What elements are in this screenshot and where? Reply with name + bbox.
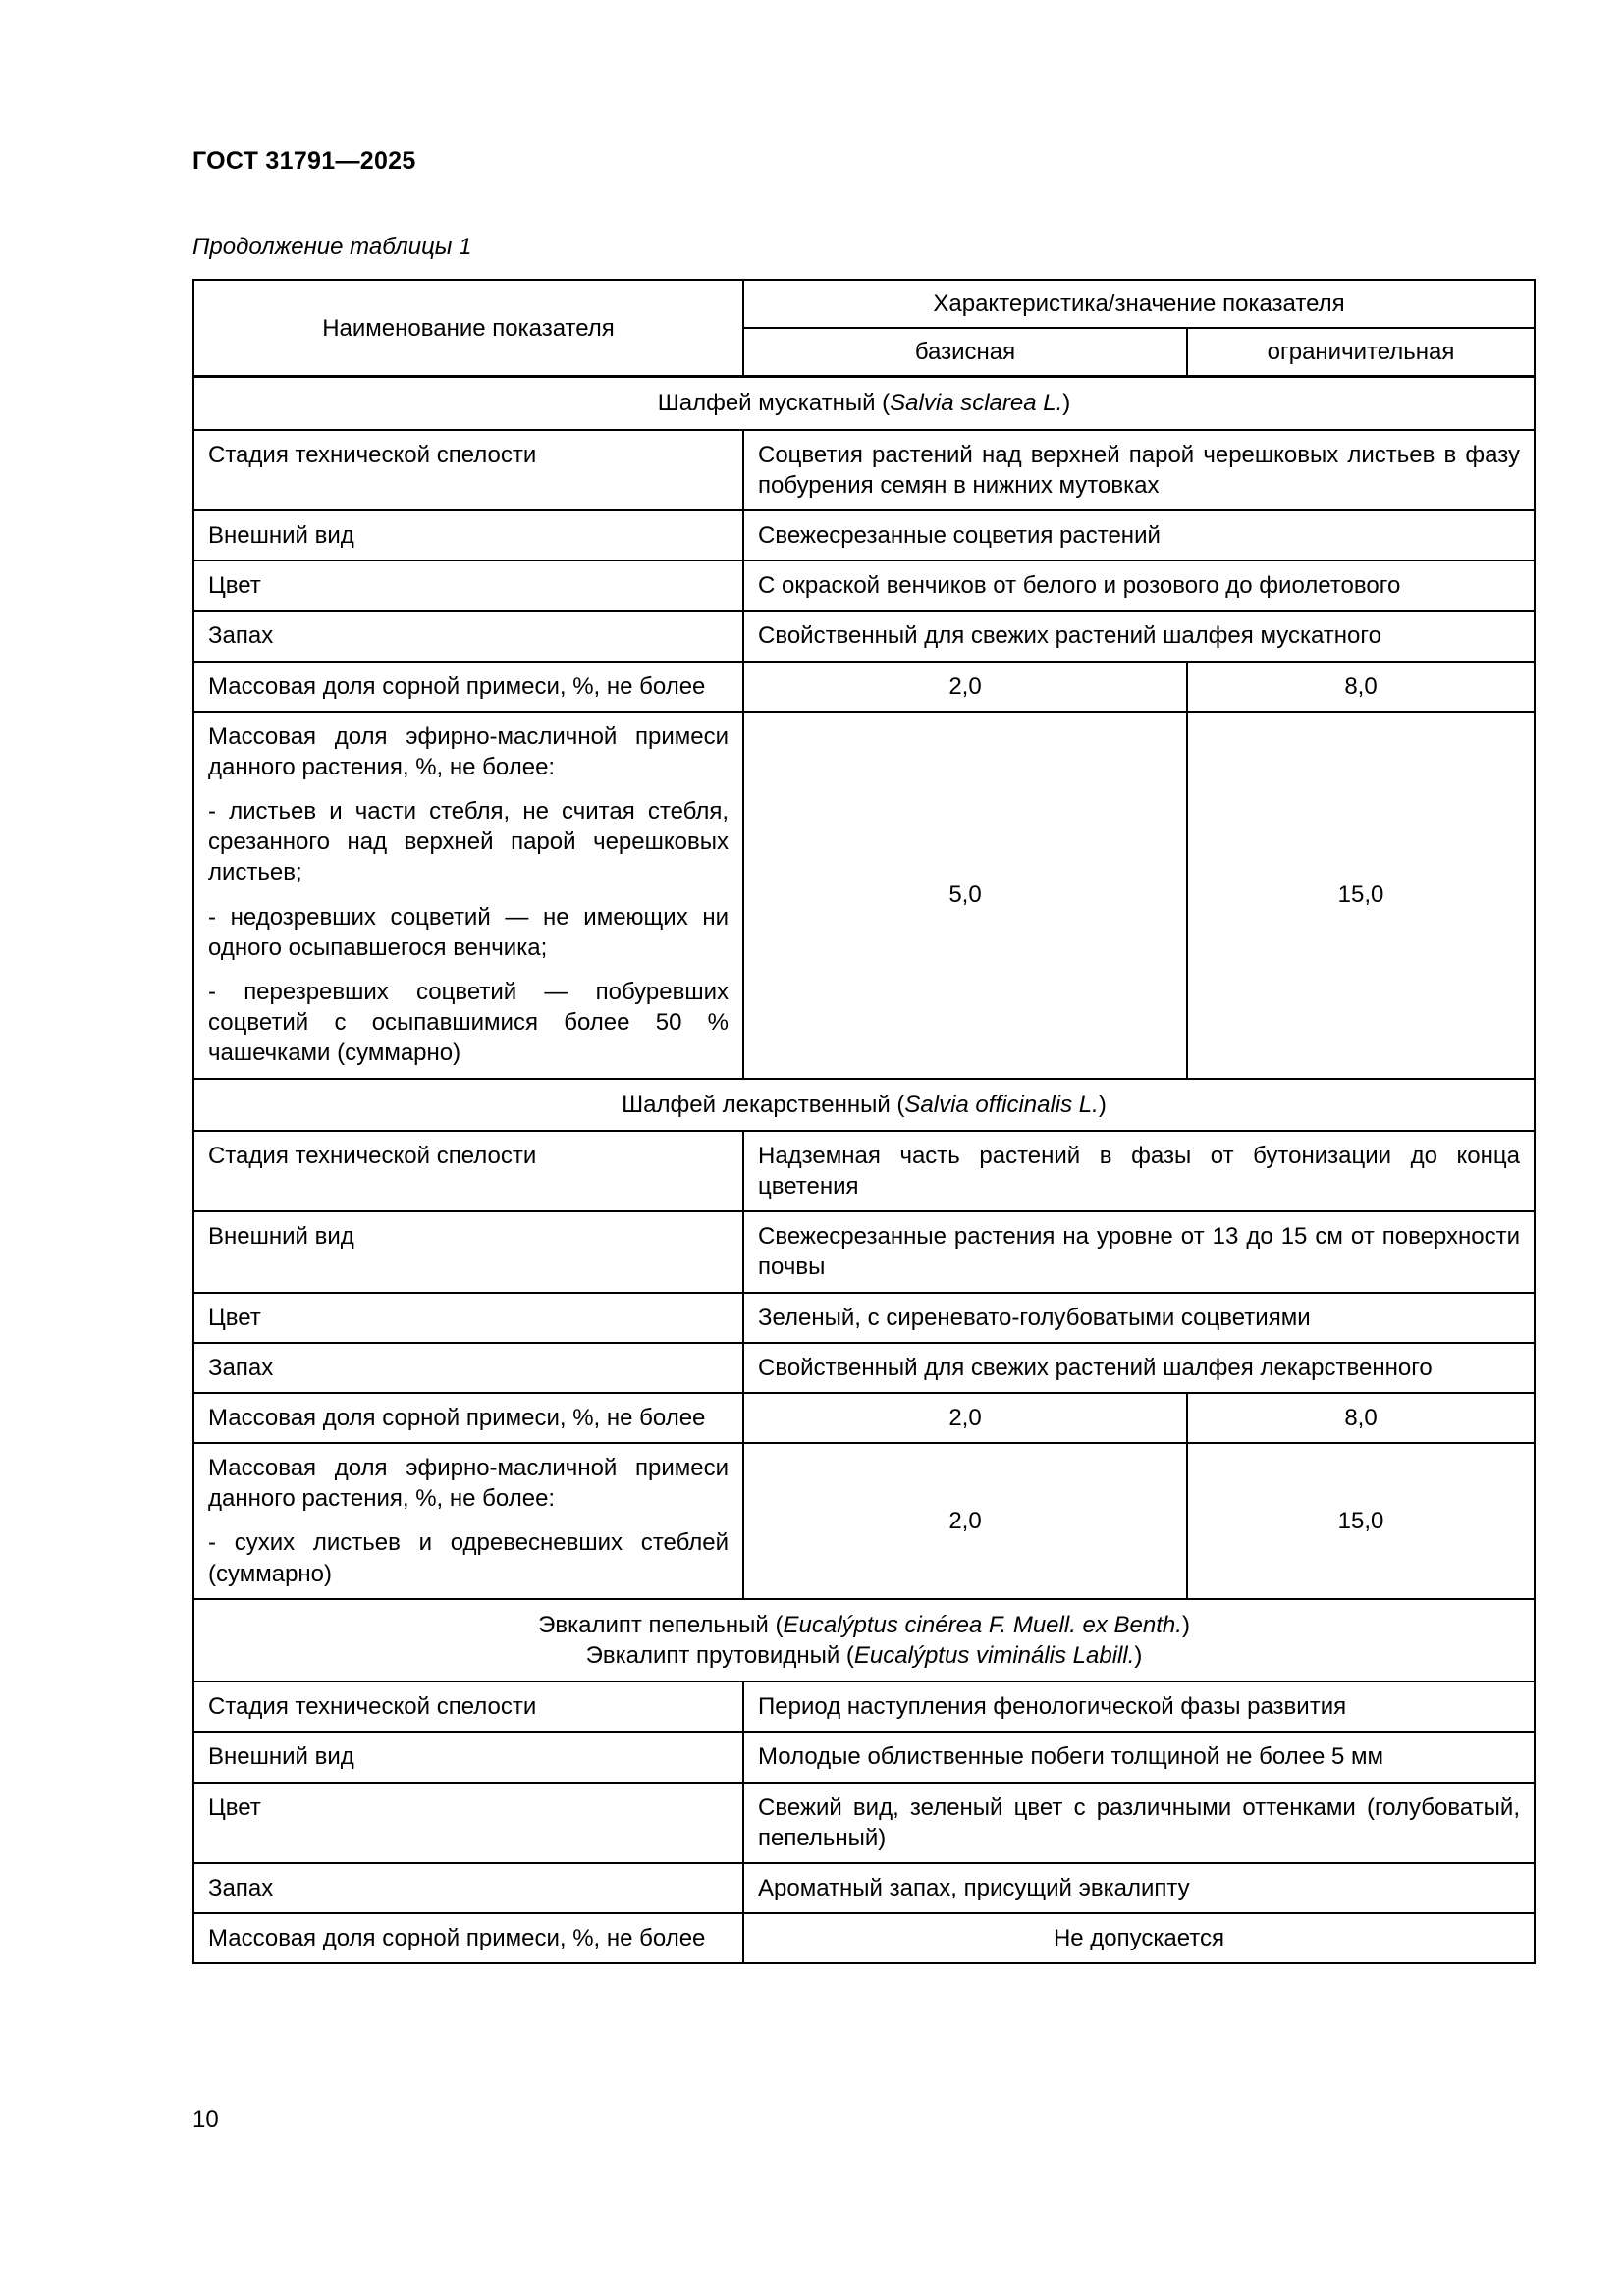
row-value: Свежий вид, зеленый цвет с различными оттенками (голубоватый, пепельный) xyxy=(743,1783,1535,1863)
row-name: Массовая доля сорной примеси, %, не более xyxy=(193,662,743,712)
table-row xyxy=(193,611,1535,661)
section-title-line: Шалфей мускатный (Salvia sclarea L.) xyxy=(657,390,1071,417)
row-name: Цвет xyxy=(193,561,743,611)
row-name: Внешний вид xyxy=(193,510,743,561)
latin-name: Eucalýptus cinérea F. Muell. ex Benth. xyxy=(783,1611,1182,1638)
row-value: Свойственный для свежих растений шалфея мускатного xyxy=(743,611,1535,661)
doc-number: ГОСТ 31791—2025 xyxy=(192,147,416,175)
table-wrapper xyxy=(192,279,1534,1964)
section-header-row xyxy=(193,1599,1535,1682)
row-value: Ароматный запах, присущий эвкалипту xyxy=(743,1863,1535,1913)
table-row xyxy=(193,1913,1535,1963)
row-value: Свойственный для свежих растений шалфея лекарственного xyxy=(743,1343,1535,1393)
table-header-row xyxy=(193,280,1535,328)
table-row xyxy=(193,1131,1535,1211)
header-limit-col: ограничительная xyxy=(1187,328,1535,377)
table-row xyxy=(193,712,1535,1079)
table-row xyxy=(193,1343,1535,1393)
table-row xyxy=(193,430,1535,510)
latin-name: Salvia officinalis L. xyxy=(904,1091,1099,1118)
row-name: Стадия технической спелости xyxy=(193,430,743,510)
row-value: Молодые облиственные побеги толщиной не более 5 мм xyxy=(743,1732,1535,1782)
row-value: Период наступления фенологической фазы развития xyxy=(743,1682,1535,1732)
row-value: Соцветия растений над верхней парой черешковых листьев в фазу побурения семян в нижних мутовках xyxy=(743,430,1535,510)
row-name: Запах xyxy=(193,611,743,661)
limit-value: 15,0 xyxy=(1187,1443,1535,1599)
row-name: Стадия технической спелости xyxy=(193,1131,743,1211)
table-row xyxy=(193,1211,1535,1292)
section-title-line: Эвкалипт прутовидный (Eucalýptus viminális Labill.) xyxy=(585,1642,1143,1669)
row-name: Массовая доля сорной примеси, %, не более xyxy=(193,1913,743,1963)
row-value: Свежесрезанные растения на уровне от 13 до 15 см от поверхности почвы xyxy=(743,1211,1535,1292)
basic-value: 5,0 xyxy=(743,712,1187,1079)
table-row xyxy=(193,1783,1535,1863)
row-name: Цвет xyxy=(193,1783,743,1863)
latin-name: Salvia sclarea L. xyxy=(890,390,1063,417)
page-number: 10 xyxy=(192,2107,219,2133)
row-name: Внешний вид xyxy=(193,1211,743,1292)
row-value: Свежесрезанные соцветия растений xyxy=(743,510,1535,561)
basic-value: 2,0 xyxy=(743,662,1187,712)
data-table xyxy=(192,279,1536,1964)
section-header-row xyxy=(193,1079,1535,1131)
section-title xyxy=(193,1599,1535,1682)
section-title-line: Шалфей лекарственный (Salvia officinalis L.) xyxy=(622,1091,1107,1118)
basic-value: 2,0 xyxy=(743,1393,1187,1443)
table-row xyxy=(193,1732,1535,1782)
row-value: Зеленый, с сиреневато-голубоватыми соцветиями xyxy=(743,1293,1535,1343)
table-row xyxy=(193,1443,1535,1599)
row-name: Внешний вид xyxy=(193,1732,743,1782)
table-row xyxy=(193,1682,1535,1732)
table-row xyxy=(193,1393,1535,1443)
row-name: Массовая доля сорной примеси, %, не более xyxy=(193,1393,743,1443)
table-row xyxy=(193,561,1535,611)
row-name: Цвет xyxy=(193,1293,743,1343)
basic-value: 2,0 xyxy=(743,1443,1187,1599)
limit-value: 8,0 xyxy=(1187,662,1535,712)
header-value-col: Характеристика/значение показателя xyxy=(743,280,1535,328)
row-name: Запах xyxy=(193,1343,743,1393)
limit-value: 15,0 xyxy=(1187,712,1535,1079)
latin-name: Eucalýptus viminális Labill. xyxy=(853,1642,1135,1669)
row-name: Запах xyxy=(193,1863,743,1913)
row-value-centered: Не допускается xyxy=(743,1913,1535,1963)
section-title xyxy=(193,377,1535,430)
table-row xyxy=(193,1293,1535,1343)
section-title xyxy=(193,1079,1535,1131)
table-caption: Продолжение таблицы 1 xyxy=(192,234,472,260)
row-name: Массовая доля эфирно-масличной примеси данного растения, %, не более: - листьев и части стебля, не считая стебля, срезанного над верхней парой черешковых листьев; - недозревших соцветий — не имеющих ни одного осыпавшегося венчика; - перезревших соцветий — побуревших соцветий с осыпавшимися более 50 % чашечками (суммарно) xyxy=(193,712,743,1079)
header-name-col: Наименование показателя xyxy=(193,280,743,377)
row-name: Массовая доля эфирно-масличной примеси данного растения, %, не более: - сухих листьев и одревесневших стеблей (суммарно) xyxy=(193,1443,743,1599)
row-name: Стадия технической спелости xyxy=(193,1682,743,1732)
row-value: Надземная часть растений в фазы от бутонизации до конца цветения xyxy=(743,1131,1535,1211)
row-value: С окраской венчиков от белого и розового до фиолетового xyxy=(743,561,1535,611)
table-row xyxy=(193,510,1535,561)
section-title-line: Эвкалипт пепельный (Eucalýptus cinérea F. Muell. ex Benth.) xyxy=(538,1611,1190,1638)
limit-value: 8,0 xyxy=(1187,1393,1535,1443)
table-row xyxy=(193,662,1535,712)
section-header-row xyxy=(193,377,1535,430)
header-basic-col: базисная xyxy=(743,328,1187,377)
table-row xyxy=(193,1863,1535,1913)
